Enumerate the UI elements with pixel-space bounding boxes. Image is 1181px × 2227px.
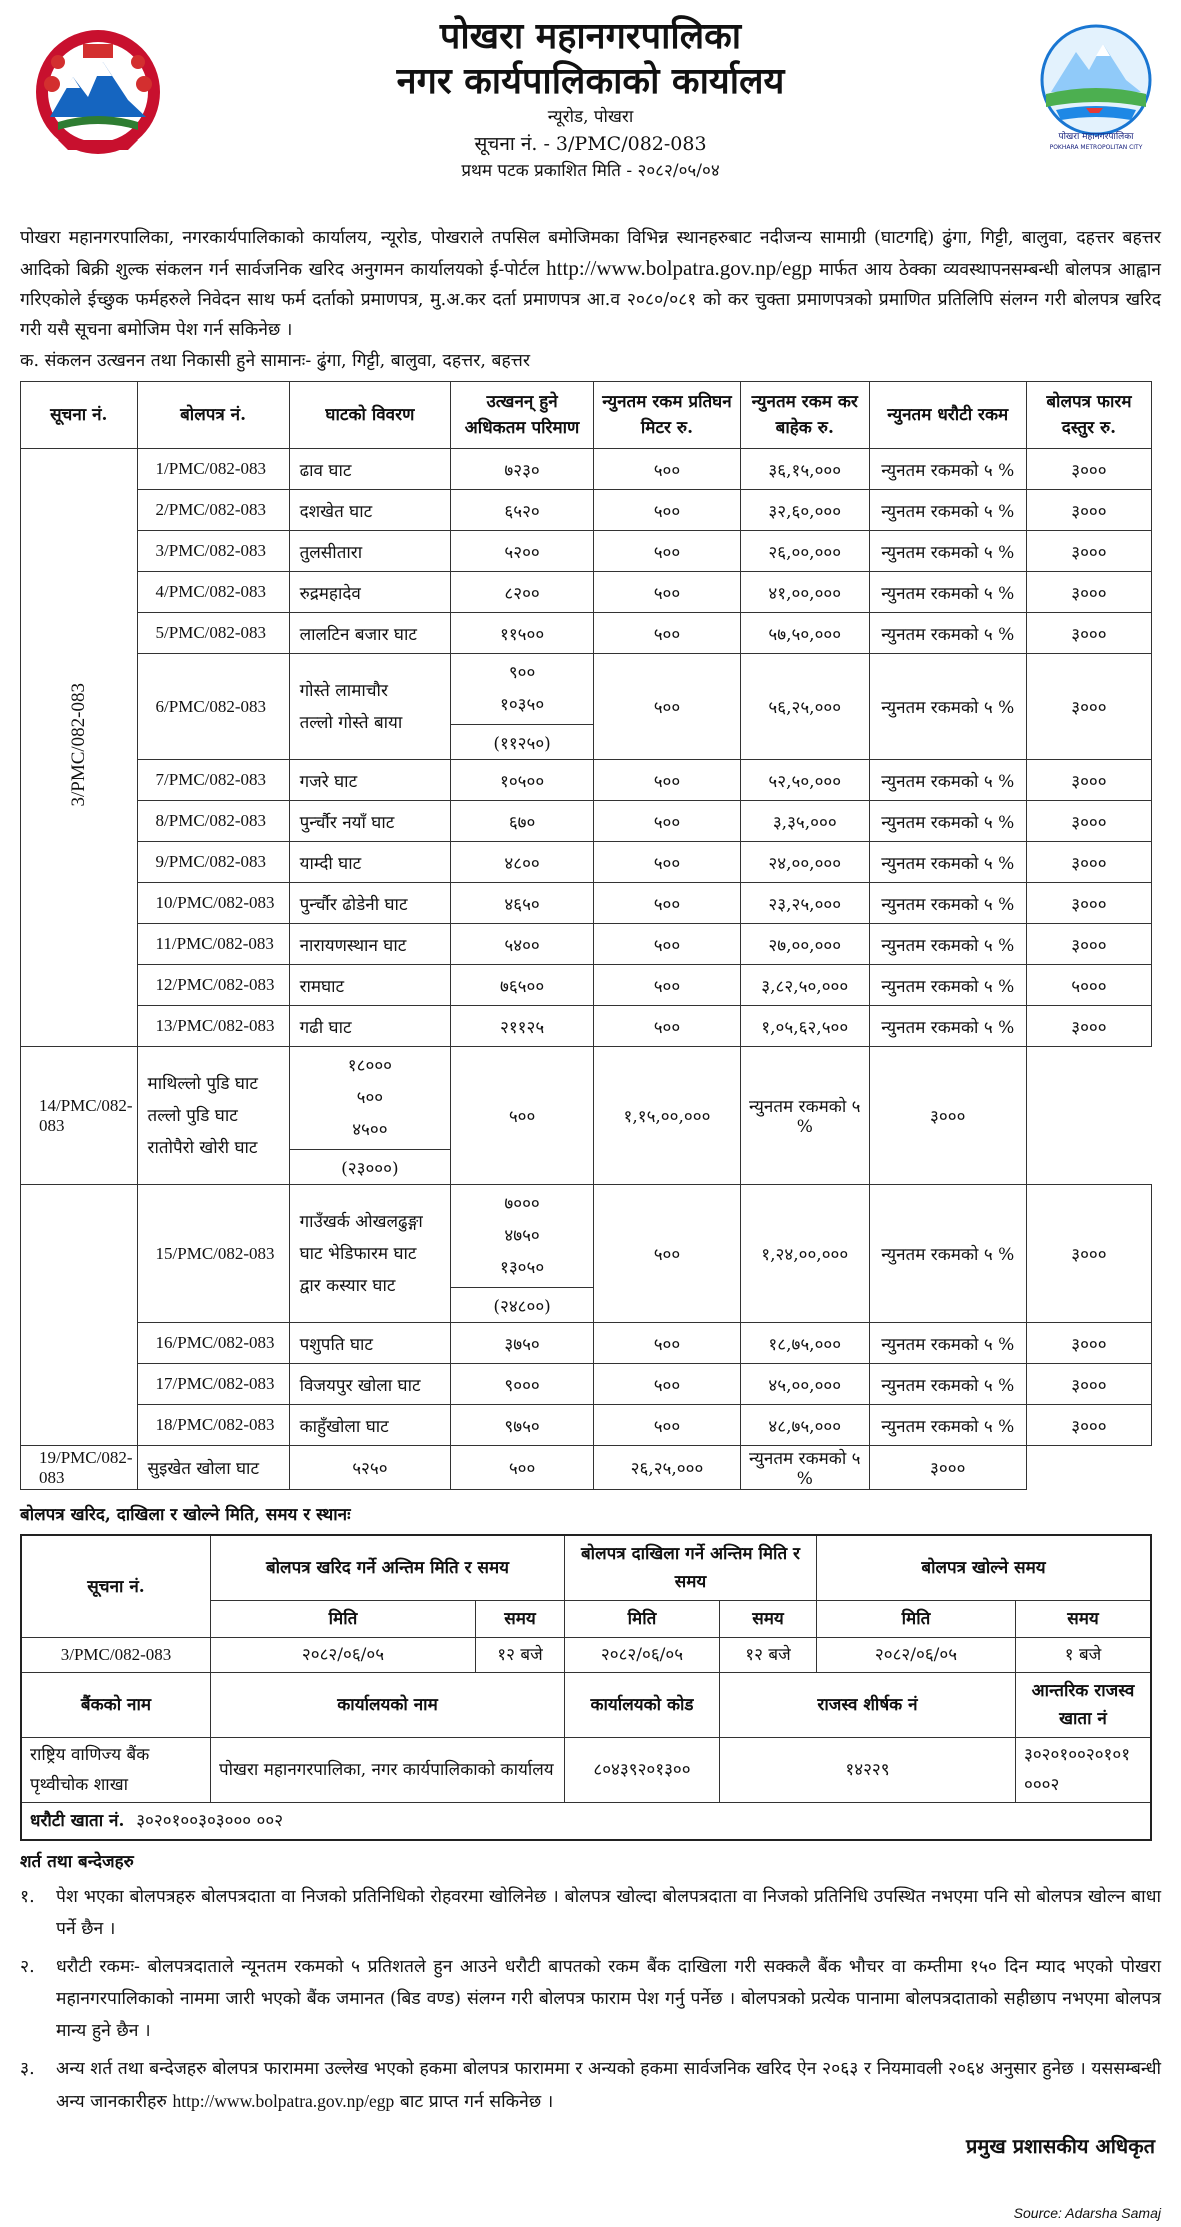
sched-h-time: समय (720, 1601, 817, 1638)
fee-cell: ३००० (1026, 531, 1151, 572)
ghat-cell (289, 490, 451, 531)
deposit-cell: न्युनतम रकमको ५ % (869, 760, 1026, 801)
bolpatra-no: 16/PMC/082-083 (137, 1323, 289, 1364)
svg-text:POKHARA METROPOLITAN CITY: POKHARA METROPOLITAN CITY (1049, 144, 1143, 151)
rate-cell: ५०० (593, 1323, 740, 1364)
rate-cell: ५०० (593, 531, 740, 572)
quantity-cell (451, 654, 594, 725)
ghat-name: पुर्न्चौर ढोडेनी घाट (299, 894, 408, 915)
bolpatra-no: 4/PMC/082-083 (137, 572, 289, 613)
bolpatra-no: 13/PMC/082-083 (137, 1006, 289, 1047)
ghat-name: पुर्न्चौर नयाँ घाट (299, 812, 395, 833)
deposit-cell: न्युनतम रकमको ५ % (869, 924, 1026, 965)
quantity-value: ४७५० (504, 1226, 540, 1246)
bolpatra-no: 15/PMC/082-083 (137, 1185, 289, 1323)
ghat-cell (289, 1006, 451, 1047)
sched-h-date: मिति (565, 1601, 720, 1638)
intro-text-2: मार्फत आय ठेक्का व्यवस्थापनसम्बन्धी बोलपत्र आह्वान गरिएकोले ईच्छुक फर्महरुले निवेदन साथ फर्म दर्ताको प्रमाणपत्र, मु.अ.कर दर्ता प्रमाणपत्र आ.व २०८०/०८१ को कर चुक्ता प्रमाणपत्रको प्रमाणित प्रतिलिपि संलग्न गरी बोलपत्र खरिद गरी यसै सूचना बमोजिम पेश गर्न सकिनेछ । (20, 260, 1161, 340)
deposit-cell: न्युनतम रकमको ५ % (869, 1185, 1026, 1323)
ghat-name: सुइखेत खोला घाट (147, 1459, 260, 1479)
ghat-cell (289, 1323, 451, 1364)
deposit-cell: न्युनतम रकमको ५ % (869, 801, 1026, 842)
notice-group-cell (21, 449, 138, 1047)
bolpatra-no: 10/PMC/082-083 (137, 883, 289, 924)
table-row (21, 654, 1152, 725)
ghat-name: काहुँखोला घाट (299, 1416, 389, 1437)
deposit-cell: न्युनतम रकमको ५ % (869, 1364, 1026, 1405)
quantity-cell (451, 490, 594, 531)
table-row (21, 1047, 1152, 1150)
schedule-title: बोलपत्र खरिद, दाखिला र खोल्ने मिति, समय र स्थानः (20, 1505, 351, 1525)
amount-cell: ४१,००,००० (740, 572, 869, 613)
deposit-cell: न्युनतम रकमको ५ % (869, 842, 1026, 883)
col-header: घाटको विवरण (289, 382, 451, 449)
deposit-cell: न्युनतम रकमको ५ % (740, 1446, 869, 1490)
ghat-name: विजयपुर खोला घाट (299, 1375, 421, 1396)
rate-cell: ५०० (593, 883, 740, 924)
table-row (21, 531, 1152, 572)
sched-h-submit: बोलपत्र दाखिला गर्ने अन्तिम मिति र समय (565, 1535, 817, 1601)
quantity-cell (451, 965, 594, 1006)
amount-cell: ५२,५०,००० (740, 760, 869, 801)
fee-cell: ३००० (1026, 801, 1151, 842)
intro-paragraph (20, 223, 1161, 345)
submit-time: १२ बजे (720, 1638, 817, 1673)
term-item: २. धरौटी रकमः- बोलपत्रदाताले न्यूनतम रकमको ५ प्रतिशतले हुन आउने धरौटी बापतको रकम बैंक दाखिला गरी सक्कलै बैंक भौचर वा कम्तीमा १५० दिन म्याद भएको पोखरा महानगरपालिकाको नाममा जारी भएको बैंक जमानत (बिड वण्ड) संलग्न गरी बोलपत्र फाराम पेश गर्नु पर्नेछ । बोलपत्रको प्रत्येक पानामा बोलपत्रदाताको सहीछाप नभएमा बोलपत्र मान्य हुने छैन । (20, 1957, 1161, 2041)
quantity-value: ३७५० (504, 1334, 540, 1355)
bolpatra-no: 9/PMC/082-083 (137, 842, 289, 883)
office-code: ८०४३९२०१३०० (565, 1738, 720, 1803)
quantity-value: ५४०० (504, 935, 540, 956)
notice-number: सूचना नं. - 3/PMC/082-083 (474, 133, 707, 155)
purchase-time: १२ बजे (476, 1638, 565, 1673)
quantity-value: १३०५० (499, 1258, 545, 1278)
rate-cell: ५०० (593, 613, 740, 654)
quantity-value: ६५२० (504, 501, 540, 522)
quantity-value: ८२०० (504, 583, 540, 604)
table-row (21, 883, 1152, 924)
egp-link[interactable]: http://www.bolpatra.gov.np/egp (546, 256, 813, 280)
revenue-header: राजस्व शीर्षक नं (720, 1673, 1016, 1738)
notice-group-label: 3/PMC/082-083 (67, 683, 89, 807)
quantity-cell (451, 572, 594, 613)
amount-cell: ३६,१५,००० (740, 449, 869, 490)
table-row (21, 1364, 1152, 1405)
fee-cell: ३००० (1026, 1405, 1151, 1446)
bolpatra-no: 2/PMC/082-083 (137, 490, 289, 531)
submit-date: २०८२/०६/०५ (565, 1638, 720, 1673)
rate-cell: ५०० (593, 572, 740, 613)
ghat-name: द्वार कस्यार घाट (299, 1275, 396, 1296)
ghat-table (20, 381, 1152, 1490)
quantity-total: (११२५०) (451, 725, 594, 760)
bolpatra-no: 6/PMC/082-083 (137, 654, 289, 760)
rate-cell: ५०० (593, 449, 740, 490)
amount-cell: २६,००,००० (740, 531, 869, 572)
quantity-value: ४६५० (504, 894, 540, 915)
terms-title: शर्त तथा बन्देजहरु (20, 1852, 134, 1872)
table-row (21, 801, 1152, 842)
ghat-name: रुद्रमहादेव (299, 583, 361, 604)
quantity-value: ५२०० (504, 542, 540, 563)
ghat-cell (289, 572, 451, 613)
table-row (21, 572, 1152, 613)
rate-cell: ५०० (451, 1446, 594, 1490)
table-row (21, 924, 1152, 965)
bolpatra-no: 8/PMC/082-083 (137, 801, 289, 842)
term-item: १. पेश भएका बोलपत्रहरु बोलपत्रदाता वा निजको प्रतिनिधिको रोहवरमा खोलिनेछ । बोलपत्र खोल्दा बोलपत्रदाता वा निजको प्रतिनिधि उपस्थित नभएमा पनि सो बोलपत्र खोल्न बाधा पर्ने छैन । (20, 1887, 1161, 1939)
rate-cell: ५०० (593, 924, 740, 965)
fee-cell: ३००० (869, 1047, 1026, 1185)
amount-cell: ५७,५०,००० (740, 613, 869, 654)
quantity-value: ७२३० (504, 460, 540, 481)
ghat-name: गढी घाट (299, 1017, 352, 1038)
notice-group-cell (21, 1185, 138, 1446)
ghat-cell (289, 924, 451, 965)
fee-cell: ३००० (1026, 1323, 1151, 1364)
deposit-cell: न्युनतम रकमको ५ % (869, 449, 1026, 490)
quantity-cell (451, 1185, 594, 1288)
sched-h-time: समय (1016, 1601, 1152, 1638)
quantity-cell (451, 924, 594, 965)
ghat-cell (289, 1364, 451, 1405)
office-title: नगर कार्यपालिकाको कार्यालय (396, 60, 785, 102)
ghat-name: घाट भेडिफारम घाट (299, 1243, 417, 1264)
amount-cell: १८,७५,००० (740, 1323, 869, 1364)
sched-h-time: समय (476, 1601, 565, 1638)
deposit-cell: न्युनतम रकमको ५ % (869, 1405, 1026, 1446)
table-row (21, 1405, 1152, 1446)
source-credit: Source: Adarsha Samaj (1013, 2205, 1161, 2221)
table-row (21, 965, 1152, 1006)
quantity-value: ११५०० (499, 624, 545, 645)
table-row (21, 760, 1152, 801)
ghat-cell (289, 1405, 451, 1446)
municipality-title: पोखरा महानगरपालिका (439, 15, 742, 57)
header (20, 14, 1161, 219)
ghat-name: गोस्ते लामाचौर (299, 680, 388, 701)
revenue-head: १४२२९ (720, 1738, 1016, 1803)
ghat-cell (289, 531, 451, 572)
ghat-cell (289, 1185, 451, 1323)
bank-header: बैंकको नाम (21, 1673, 211, 1738)
ghat-name: माथिल्लो पुडि घाट (147, 1073, 258, 1094)
amount-cell: ५६,२५,००० (740, 654, 869, 760)
quantity-value: ४५०० (352, 1120, 388, 1140)
fee-cell: ३००० (1026, 924, 1151, 965)
rate-cell: ५०० (593, 760, 740, 801)
deposit-cell: न्युनतम रकमको ५ % (869, 613, 1026, 654)
amount-cell: ४५,००,००० (740, 1364, 869, 1405)
ghat-cell (289, 654, 451, 760)
bolpatra-no: 5/PMC/082-083 (137, 613, 289, 654)
amount-cell: २३,२५,००० (740, 883, 869, 924)
amount-cell: १,१५,००,००० (593, 1047, 740, 1185)
quantity-value: ५०० (356, 1088, 384, 1108)
ghat-cell (289, 965, 451, 1006)
fee-cell: ३००० (1026, 449, 1151, 490)
quantity-value: ९७५० (504, 1416, 540, 1437)
col-header: सूचना नं. (21, 382, 138, 449)
ghat-name: तल्लो गोस्ते बाया (299, 712, 403, 733)
table-row (21, 842, 1152, 883)
table-row (21, 613, 1152, 654)
address: न्यूरोड, पोखरा (547, 107, 634, 127)
quantity-value: ५२५० (352, 1459, 388, 1479)
rate-cell: ५०० (593, 490, 740, 531)
amount-cell: ३,३५,००० (740, 801, 869, 842)
rate-cell: ५०० (593, 801, 740, 842)
intro-text-1: पोखरा महानगरपालिका, नगरकार्यपालिकाको कार्यालय, न्यूरोड, पोखराले तपसिल बमोजिमका विभिन्न स्थानहरुबाट नदीजन्य सामाग्री (घाटगद्दि) ढुंगा, गिट्टी, बालुवा, दहत्तर बहत्तर आदिको बिक्री शुल्क संकलन गर्न सार्वजनिक खरिद अनुगमन कार्यालयको ई-पोर्टल (20, 228, 1161, 280)
purchase-date: २०८२/०६/०५ (211, 1638, 476, 1673)
amount-cell: १,०५,६२,५०० (740, 1006, 869, 1047)
amount-cell: ३२,६०,००० (740, 490, 869, 531)
deposit-cell: न्युनतम रकमको ५ % (740, 1047, 869, 1185)
fee-cell: ३००० (1026, 1364, 1151, 1405)
rate-cell: ५०० (593, 965, 740, 1006)
published-date: प्रथम पटक प्रकाशित मिति - २०८२/०५/०४ (461, 161, 720, 181)
col-header: न्युनतम रकम कर बाहेक रु. (740, 382, 869, 449)
sched-notice: 3/PMC/082-083 (21, 1638, 211, 1673)
deposit-cell: न्युनतम रकमको ५ % (869, 1323, 1026, 1364)
term-item: ३. अन्य शर्त तथा बन्देजहरु बोलपत्र फाराममा उल्लेख भएको हकमा बोलपत्र फाराममा र अन्यको हकमा सार्वजनिक खरिद ऐन २०६३ र नियमावली २०६४ अनुसार हुनेछ । यससम्बन्धी अन्य जानकारीहरु http://www.bolpatra.gov.np/egp बाट प्राप्त गर्न सकिनेछ । (20, 2059, 1161, 2112)
quantity-value: ७६५०० (499, 976, 545, 997)
sched-h-notice: सूचना नं. (21, 1535, 211, 1638)
bolpatra-no: 14/PMC/082-083 (21, 1047, 138, 1185)
deposit-header: धरौटी खाता नं. ३०२०१००३०३००० ००२ (21, 1803, 1151, 1841)
rate-cell: ५०० (593, 1364, 740, 1405)
quantity-value: १०३५० (499, 695, 545, 715)
rate-cell: ५०० (593, 1185, 740, 1323)
items-line: क. संकलन उत्खनन तथा निकासी हुने सामानः- ढुंगा, गिट्टी, बालुवा, दहत्तर, बहत्तर (20, 351, 531, 371)
ghat-cell (289, 842, 451, 883)
quantity-value: ४८०० (504, 853, 540, 874)
quantity-cell (289, 1047, 451, 1150)
bolpatra-no: 1/PMC/082-083 (137, 449, 289, 490)
ghat-cell (289, 613, 451, 654)
quantity-cell (451, 883, 594, 924)
quantity-cell (451, 1405, 594, 1446)
ghat-cell (289, 801, 451, 842)
fee-cell: ३००० (1026, 760, 1151, 801)
col-header: न्युनतम धरौटी रकम (869, 382, 1026, 449)
bolpatra-no: 11/PMC/082-083 (137, 924, 289, 965)
ghat-name: रातोपैरो खोरी घाट (147, 1137, 258, 1158)
quantity-value: १८००० (347, 1056, 392, 1076)
quantity-cell (451, 842, 594, 883)
bolpatra-no: 17/PMC/082-083 (137, 1364, 289, 1405)
internal-header: आन्तरिक राजस्व खाता नं (1016, 1673, 1152, 1738)
signature: प्रमुख प्रशासकीय अधिकृत (966, 2134, 1155, 2158)
quantity-total: (२४८००) (451, 1288, 594, 1323)
ghat-cell (137, 1047, 289, 1185)
fee-cell: ३००० (1026, 842, 1151, 883)
col-header: उत्खनन् हुने अधिकतम परिमाण (451, 382, 594, 449)
col-header: बोलपत्र नं. (137, 382, 289, 449)
quantity-cell (451, 1364, 594, 1405)
quantity-cell (451, 1006, 594, 1047)
ghat-cell (289, 883, 451, 924)
fee-cell: ३००० (1026, 613, 1151, 654)
amount-cell: २६,२५,००० (593, 1446, 740, 1490)
deposit-cell: न्युनतम रकमको ५ % (869, 654, 1026, 760)
bolpatra-no: 18/PMC/082-083 (137, 1405, 289, 1446)
sched-h-purchase: बोलपत्र खरिद गर्ने अन्तिम मिति र समय (211, 1535, 565, 1601)
ghat-name: तल्लो पुडि घाट (147, 1105, 238, 1126)
quantity-value: ९००० (504, 1375, 540, 1396)
table-row (21, 449, 1152, 490)
fee-cell: ५००० (1026, 965, 1151, 1006)
notice-page (20, 10, 1161, 2159)
deposit-cell: न्युनतम रकमको ५ % (869, 572, 1026, 613)
table-header-row (21, 382, 1152, 449)
sched-h-open: बोलपत्र खोल्ने समय (817, 1535, 1152, 1601)
quantity-cell (451, 449, 594, 490)
amount-cell: ३,८२,५०,००० (740, 965, 869, 1006)
deposit-cell: न्युनतम रकमको ५ % (869, 883, 1026, 924)
deposit-cell: न्युनतम रकमको ५ % (869, 965, 1026, 1006)
table-row (21, 1185, 1152, 1288)
bolpatra-no: 7/PMC/082-083 (137, 760, 289, 801)
schedule-table (20, 1534, 1152, 1841)
amount-cell: २७,००,००० (740, 924, 869, 965)
ghat-name: गजरे घाट (299, 771, 358, 792)
ghat-cell (289, 760, 451, 801)
table-row (21, 1446, 1152, 1490)
quantity-cell (451, 801, 594, 842)
ghat-name: लालटिन बजार घाट (299, 624, 417, 645)
deposit-cell: न्युनतम रकमको ५ % (869, 531, 1026, 572)
pokhara-city-logo-icon (1031, 22, 1161, 152)
amount-cell: १,२४,००,००० (740, 1185, 869, 1323)
ghat-name: याम्दी घाट (299, 853, 362, 874)
office-name: पोखरा महानगरपालिका, नगर कार्यपालिकाको कार्यालय (211, 1738, 565, 1803)
rate-cell: ५०० (593, 842, 740, 883)
bolpatra-no: 12/PMC/082-083 (137, 965, 289, 1006)
table-row (21, 1323, 1152, 1364)
open-date: २०८२/०६/०५ (817, 1638, 1016, 1673)
quantity-value: २११२५ (499, 1017, 545, 1038)
open-time: १ बजे (1016, 1638, 1152, 1673)
quantity-value: ९०० (508, 663, 536, 683)
rate-cell: ५०० (593, 1405, 740, 1446)
rate-cell: ५०० (593, 1006, 740, 1047)
sched-h-date: मिति (211, 1601, 476, 1638)
deposit-cell: न्युनतम रकमको ५ % (869, 490, 1026, 531)
fee-cell: ३००० (1026, 490, 1151, 531)
code-header: कार्यालयको कोड (565, 1673, 720, 1738)
quantity-value: ६७० (508, 812, 536, 833)
quantity-cell (451, 531, 594, 572)
quantity-cell (289, 1446, 451, 1490)
ghat-name: दशखेत घाट (299, 501, 373, 522)
ghat-name: ढाव घाट (299, 460, 352, 481)
nepal-emblem-icon (28, 22, 168, 162)
bolpatra-no: 19/PMC/082-083 (21, 1446, 138, 1490)
quantity-total: (२३०००) (289, 1150, 451, 1185)
quantity-cell (451, 1323, 594, 1364)
fee-cell: ३००० (1026, 572, 1151, 613)
amount-cell: २४,००,००० (740, 842, 869, 883)
table-row (21, 490, 1152, 531)
ghat-name: पशुपति घाट (299, 1334, 373, 1355)
bank-name: राष्ट्रिय वाणिज्य बैंक पृथ्वीचोक शाखा (21, 1738, 211, 1803)
ghat-name: रामघाट (299, 976, 345, 997)
quantity-cell (451, 760, 594, 801)
fee-cell: ३००० (1026, 883, 1151, 924)
col-header: बोलपत्र फारम दस्तुर रु. (1026, 382, 1151, 449)
fee-cell: ३००० (1026, 1185, 1151, 1323)
rate-cell: ५०० (593, 654, 740, 760)
fee-cell: ३००० (1026, 654, 1151, 760)
quantity-value: ७००० (504, 1194, 540, 1214)
bolpatra-no: 3/PMC/082-083 (137, 531, 289, 572)
deposit-cell: न्युनतम रकमको ५ % (869, 1006, 1026, 1047)
table-row (21, 1006, 1152, 1047)
ghat-name: गाउँखर्क ओखलढुङ्गा (299, 1211, 423, 1232)
quantity-value: १०५०० (499, 771, 545, 792)
svg-text:पोखरा महानगरपालिका: पोखरा महानगरपालिका (1058, 132, 1134, 142)
egp-link[interactable]: http://www.bolpatra.gov.np/egp (172, 2091, 395, 2111)
col-header: न्युनतम रकम प्रतिघन मिटर रु. (593, 382, 740, 449)
amount-cell: ४८,७५,००० (740, 1405, 869, 1446)
sched-h-date: मिति (817, 1601, 1016, 1638)
internal-account: ३०२०१००२०१०१ ०००२ (1016, 1738, 1152, 1803)
fee-cell: ३००० (869, 1446, 1026, 1490)
ghat-name: तुलसीतारा (299, 542, 363, 563)
ghat-cell (137, 1446, 289, 1490)
office-header: कार्यालयको नाम (211, 1673, 565, 1738)
fee-cell: ३००० (1026, 1006, 1151, 1047)
ghat-cell (289, 449, 451, 490)
deposit-account: ३०२०१००३०३००० ००२ (136, 1811, 284, 1831)
quantity-cell (451, 613, 594, 654)
ghat-name: नारायणस्थान घाट (299, 935, 407, 956)
rate-cell: ५०० (451, 1047, 594, 1185)
